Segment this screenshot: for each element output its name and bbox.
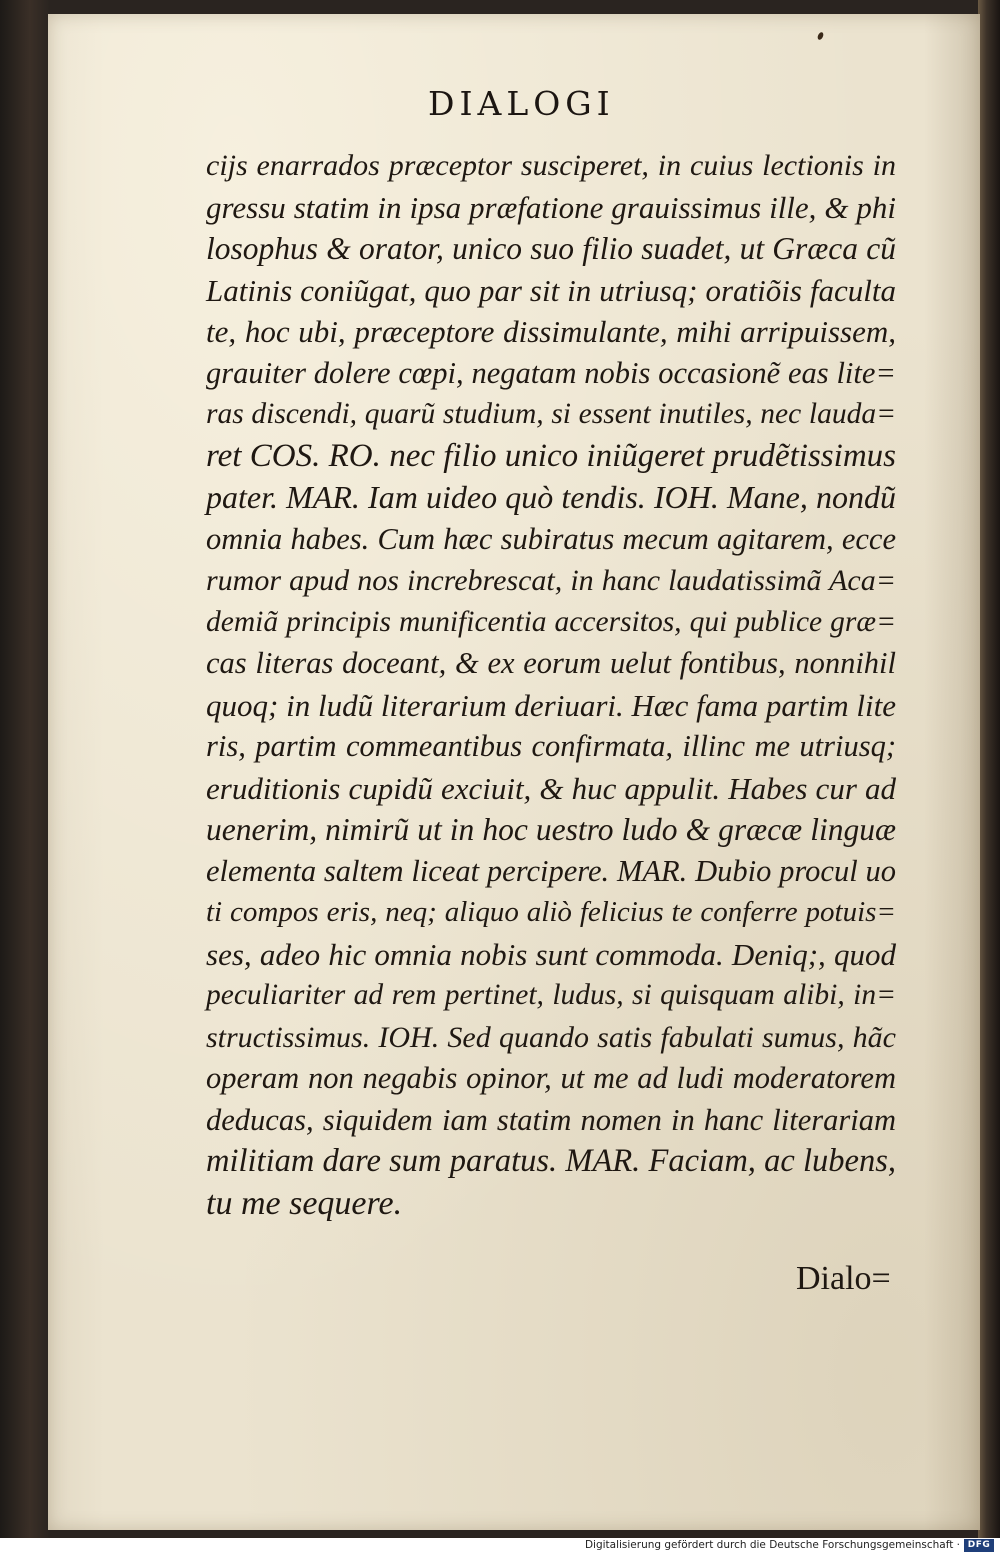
text-line: rumor apud nos increbrescat, in hanc laudatissimã Aca= (206, 564, 896, 597)
dfg-logo: DFG (964, 1539, 994, 1552)
text-line: te, hoc ubi, præceptore dissimulante, mihi arripuissem, (206, 314, 896, 349)
text-line: ses, adeo hic omnia nobis sunt commoda. Deniq;, quod (206, 936, 896, 972)
text-line: ris, partim commeantibus confirmata, illinc me utriusq; (206, 729, 896, 763)
text-line: eruditionis cupidũ exciuit, & huc appulit. Habes cur ad (206, 770, 896, 806)
text-line: quoq; in ludũ literarium deriuari. Hæc fama partim lite (206, 687, 896, 723)
text-line: Latinis coniũgat, quo par sit in utriusq; oratiõis faculta (206, 272, 896, 308)
catchword: Dialo= (796, 1260, 891, 1297)
text-line: gressu statim in ipsa præfatione grauissimus ille, & phi (206, 189, 896, 225)
text-line: ras discendi, quarũ studium, si essent inutiles, nec lauda= (206, 398, 896, 430)
text-line: deducas, siquidem iam statim nomen in hanc literariam (206, 1102, 896, 1137)
ink-mark (817, 31, 825, 40)
text-line: ret COS. RO. nec filio unico iniũgeret prudẽtissimus (206, 437, 896, 474)
text-line: omnia habes. Cum hæc subiratus mecum agitarem, ecce (206, 521, 896, 556)
text-line: grauiter dolere cœpi, negatam nobis occasionẽ eas lite= (206, 355, 896, 390)
text-line: militiam dare sum paratus. MAR. Faciam, ac lubens, (206, 1143, 896, 1179)
text-line: structissimus. IOH. Sed quando satis fabulati sumus, hãc (206, 1020, 896, 1054)
text-line: cas literas doceant, & ex eorum uelut fontibus, nonnihil (206, 646, 896, 680)
text-line: operam non negabis opinor, ut me ad ludi moderatorem (206, 1061, 896, 1095)
book-page (48, 14, 980, 1530)
text-line: peculiariter ad rem pertinet, ludus, si quisquam alibi, in= (206, 979, 896, 1011)
running-head: DIALOGI (428, 84, 615, 123)
text-line: ti compos eris, neq; aliquo aliò felicius te conferre potuis= (206, 896, 896, 928)
book-edge (978, 0, 1000, 1538)
text-line: pater. MAR. Iam uideo quò tendis. IOH. Mane, nondũ (206, 479, 896, 515)
text-line: cijs enarrados præceptor susciperet, in cuius lectionis in (206, 149, 896, 182)
text-line: losophus & orator, unico suo filio suadet, ut Græca cũ (206, 231, 896, 266)
text-line: elementa saltem liceat percipere. MAR. Dubio procul uo (206, 853, 896, 888)
text-line: uenerim, nimirũ ut in hoc uestro ludo & græcæ linguæ (206, 812, 896, 847)
text-line: demiã principis munificentia accersitos, qui publice græ= (206, 605, 896, 638)
text-line: tu me sequere. (206, 1184, 403, 1222)
footer-credit: Digitalisierung gefördert durch die Deutsche Forschungsgemeinschaft · (584, 1539, 960, 1551)
body-text (206, 145, 896, 1224)
